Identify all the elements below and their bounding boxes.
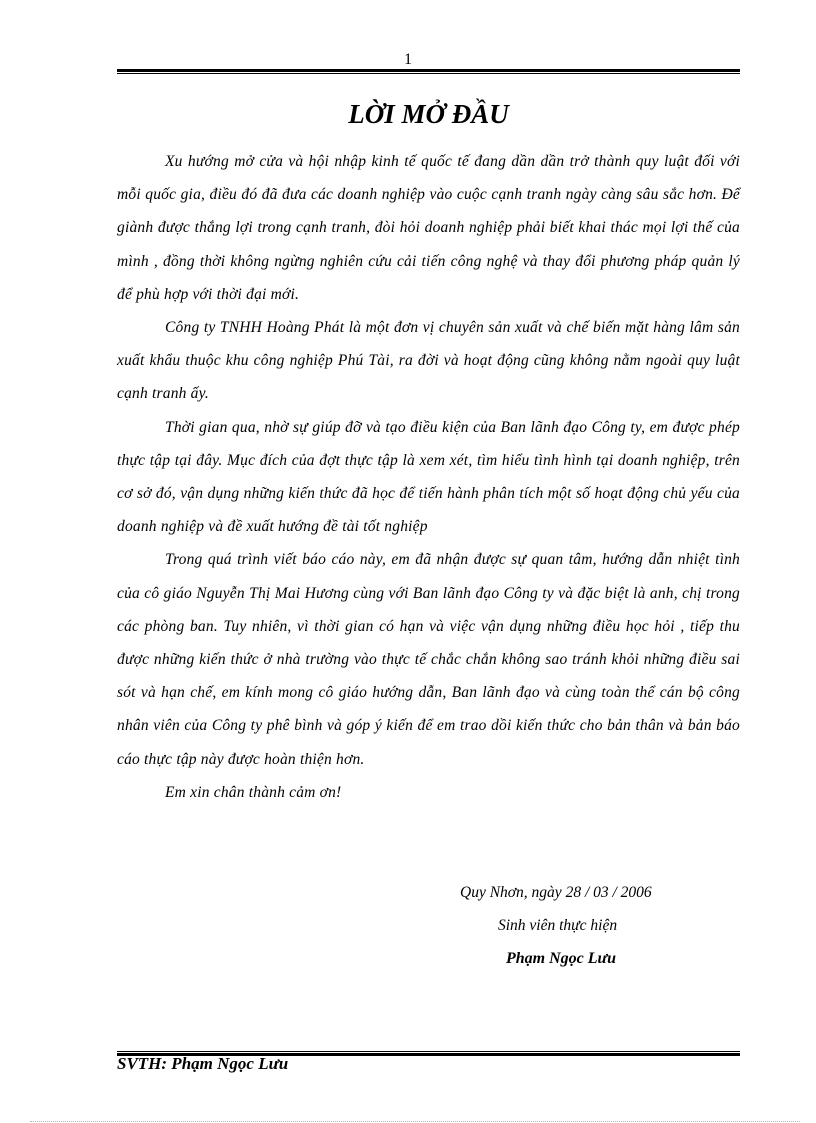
signature-name: Phạm Ngọc Lưu	[506, 950, 617, 967]
footer-author: SVTH: Phạm Ngọc Lưu	[117, 1054, 289, 1073]
page-number: 1	[404, 51, 412, 68]
signature-block	[440, 876, 740, 975]
paragraph-3: Thời gian qua, nhờ sự giúp đỡ và tạo điều kiện của Ban lãnh đạo Công ty, em được phép thực tập tại đây. Mục đích của đợt thực tập là xem xét, tìm hiểu tình hình tại doanh nghiệp, trên cơ sở đó, vận dụng những kiến thức đã học để tiến hành phân tích một số hoạt động chủ yếu của doanh nghiệp và đề xuất hướng đề tài tốt nghiệp	[117, 418, 740, 536]
body-text	[117, 145, 740, 809]
paragraph-thanks: Em xin chân thành cảm ơn!	[165, 783, 342, 801]
paragraph-2: Công ty TNHH Hoàng Phát là một đơn vị chuyên sản xuất và chế biến mặt hàng lâm sản xuất khẩu thuộc khu công nghiệp Phú Tài, ra đời và hoạt động cũng không nằm ngoài quy luật cạnh tranh ấy.	[117, 319, 740, 403]
signature-role: Sinh viên thực hiện	[498, 917, 618, 934]
paragraph-1: Xu hướng mở cửa và hội nhập kinh tế quốc tế đang dần dần trở thành quy luật đối với mỗi quốc gia, điều đó đã đưa các doanh nghiệp vào cuộc cạnh tranh ngày càng sâu sắc hơn. Để giành được thắng lợi trong cạnh tranh, đòi hỏi doanh nghiệp phải biết khai thác mọi lợi thế của mình , đồng thời không ngừng nghiên cứu cải tiến công nghệ và thay đổi phương pháp quản lý để phù hợp với thời đại mới.	[117, 153, 740, 303]
page-title: LỜI MỞ ĐẦU	[348, 99, 509, 129]
header-double-rule	[117, 69, 740, 74]
paragraph-4: Trong quá trình viết báo cáo này, em đã nhận được sự quan tâm, hướng dẫn nhiệt tình của cô giáo Nguyễn Thị Mai Hương cùng với Ban lãnh đạo Công ty và đặc biệt là anh, chị trong các phòng ban. Tuy nhiên, vì thời gian có hạn và việc vận dụng những điều học hỏi , tiếp thu được những kiến thức ở nhà trường vào thực tế chắc chắn không sao tránh khỏi những điều sai sót và hạn chế, em kính mong cô giáo hướng dẫn, Ban lãnh đạo và cùng toàn thể cán bộ công nhân viên của Công ty phê bình và góp ý kiến để em trao dồi kiến thức cho bản thân và bản báo cáo thực tập này được hoàn thiện hơn.	[117, 551, 740, 768]
signature-place-date: Quy Nhơn, ngày 28 / 03 / 2006	[460, 884, 652, 901]
page-edge	[30, 1121, 800, 1122]
